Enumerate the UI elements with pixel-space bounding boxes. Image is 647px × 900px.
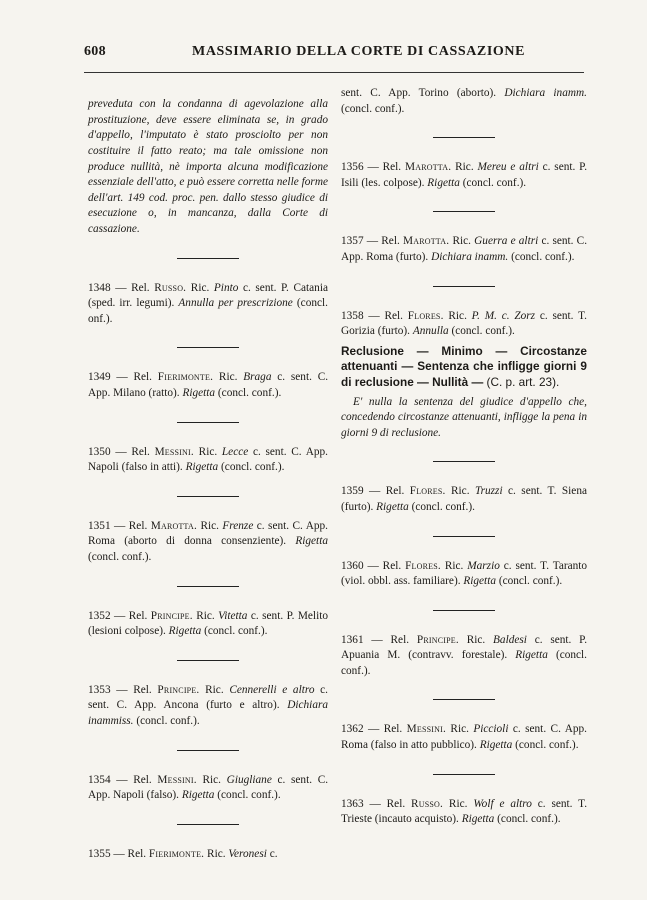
dash: —: [367, 161, 379, 174]
case-number: 1361: [341, 633, 364, 646]
continuation-text: preveduta con la condanna di agevolazione alla prostituzione, deve essere eliminata se, in grado d'appello, l'imputato è stato prosciolto per non costituire il fatto reato; ma tale omissione non produce nullità, nè importa alcuna modificazione essenziale dell'atto, e può essere corretta nelle forme dell'art. 149 cod. proc. pen. dallo stesso giudice di esecuzione o, in mancanza, dalla Corte di cassazione.: [88, 98, 328, 236]
conclusions: (concl. conf.).: [497, 813, 561, 826]
dash: —: [114, 519, 126, 532]
dash: —: [367, 559, 379, 572]
case-details: c. sent. C. App. Roma (falso in atto pubblico).: [341, 723, 587, 752]
case-entry: [88, 519, 328, 566]
ric-prefix: Ric.: [444, 559, 464, 572]
case-outcome: Rigetta: [295, 535, 328, 548]
rapporteur-name: Marotta.: [150, 519, 197, 532]
rel-prefix: Rel.: [390, 633, 410, 646]
case-outcome: Rigetta: [376, 500, 409, 513]
appellant-name: Guerra e altri: [474, 235, 539, 248]
page-number: 608: [84, 44, 106, 59]
rapporteur-name: Principe.: [157, 683, 200, 696]
case-number: 1356: [341, 161, 364, 174]
dash: —: [116, 371, 128, 384]
continuation-entry: [341, 86, 587, 117]
case-details: c. sent. P. Isili (les. colpose).: [341, 161, 588, 189]
conclusions: (concl. conf.).: [511, 250, 575, 263]
case-number: 1351: [88, 519, 111, 532]
case-outcome: Rigetta: [515, 649, 548, 662]
conclusions: (concl. onf.).: [88, 297, 328, 325]
dash: —: [115, 281, 127, 294]
dash: —: [113, 847, 125, 860]
case-entry: [341, 559, 587, 590]
separator-rule: [433, 699, 495, 700]
ric-prefix: Ric.: [455, 161, 474, 174]
separator-rule: [177, 422, 239, 423]
conclusions: (concl. conf.).: [515, 739, 579, 752]
right-column: [341, 86, 587, 828]
separator-rule: [433, 536, 495, 537]
case-outcome: Annulla per prescrizione: [178, 297, 293, 310]
rel-prefix: Rel.: [383, 723, 403, 736]
case-details: c. sent. C. App. Napoli (falso).: [88, 773, 329, 802]
case-entry: [88, 683, 328, 730]
case-entry: [88, 281, 328, 328]
dash: —: [369, 797, 381, 810]
case-outcome: Rigetta: [185, 461, 219, 474]
appellant-name: Marzio: [467, 559, 500, 572]
ric-prefix: Ric.: [200, 519, 219, 532]
rapporteur-name: Russo.: [411, 797, 444, 810]
case-outcome: Dichiara inamm.: [431, 250, 509, 263]
separator-rule: [433, 461, 495, 462]
right-entries-a: [341, 160, 587, 340]
separator-rule: [433, 211, 495, 212]
conclusions: (concl. conf.).: [462, 176, 527, 189]
dash: —: [371, 633, 383, 646]
rapporteur-name: Flores.: [409, 485, 446, 498]
rapporteur-name: Principe.: [416, 633, 459, 646]
case-entry: [341, 160, 587, 191]
rel-prefix: Rel.: [133, 773, 152, 786]
rel-prefix: Rel.: [385, 485, 405, 498]
conclusions: (concl. conf.).: [411, 500, 475, 513]
rapporteur-name: Flores.: [407, 309, 444, 322]
rel-prefix: Rel.: [131, 445, 150, 458]
separator-rule: [433, 286, 495, 287]
rapporteur-name: Marotta.: [402, 235, 450, 248]
case-outcome: Rigetta: [461, 813, 495, 826]
appellant-name: Braga: [243, 371, 272, 384]
case-outcome: Dichiara inammiss.: [88, 699, 329, 727]
conclusions: (concl. conf.).: [451, 325, 515, 338]
rel-prefix: Rel.: [382, 559, 402, 572]
case-details: c.: [269, 847, 278, 860]
appellant-name: Baldesi: [493, 633, 527, 646]
conclusions: (concl. conf.).: [204, 625, 268, 638]
case-entry: [88, 773, 328, 804]
dash: —: [116, 773, 128, 786]
case-number: 1349: [88, 371, 111, 384]
appellant-name: Giugliane: [226, 773, 272, 786]
ric-prefix: Ric.: [190, 281, 210, 294]
running-title: MASSIMARIO DELLA CORTE DI CASSAZIONE: [192, 44, 526, 59]
separator-rule: [177, 824, 239, 825]
case-number: 1359: [341, 485, 364, 498]
case-number: 1353: [88, 683, 111, 696]
rel-prefix: Rel.: [133, 683, 152, 696]
conclusions: (concl. conf.).: [341, 649, 587, 677]
case-number: 1358: [341, 309, 364, 322]
rapporteur-name: Principe.: [150, 609, 193, 622]
appellant-name: Frenze: [222, 519, 254, 532]
rapporteur-name: Fierimonte.: [157, 371, 214, 384]
case-number: 1357: [341, 235, 364, 248]
continuation-entry-tail: (concl. conf.).: [341, 102, 405, 115]
case-details: c. sent. P. Melito (lesioni colpose).: [88, 609, 328, 638]
rel-prefix: Rel.: [128, 519, 148, 532]
separator-rule: [177, 258, 239, 259]
rapporteur-name: Flores.: [405, 559, 441, 572]
appellant-name: Mereu e altri: [477, 161, 539, 174]
case-number: 1355: [88, 847, 111, 860]
case-details: c. sent. P. Catania (sped. irr. legumi).: [88, 281, 328, 310]
left-entries: [88, 281, 328, 863]
dash: —: [368, 723, 380, 736]
rel-prefix: Rel.: [131, 281, 150, 294]
separator-rule: [177, 660, 239, 661]
case-outcome: Rigetta: [168, 625, 202, 638]
case-number: 1354: [88, 773, 111, 786]
separator-rule: [177, 586, 239, 587]
maxim-title-text: Reclusione — Minimo — Circostanze attenuanti — Sentenza che infligge giorni 9 di reclusione — Nullità —: [341, 343, 587, 389]
separator-rule: [177, 750, 239, 751]
case-entry: [88, 609, 328, 640]
rel-prefix: Rel.: [133, 371, 152, 384]
appellant-name: Piccioli: [473, 723, 509, 736]
case-outcome: Rigetta: [479, 739, 513, 752]
dash: —: [366, 235, 379, 248]
ric-prefix: Ric.: [448, 309, 467, 322]
case-entry: [341, 309, 587, 340]
case-number: 1350: [88, 445, 111, 458]
rapporteur-name: Fierimonte.: [148, 847, 205, 860]
case-details: c. sent. T. Trieste (incauto acquisto).: [341, 797, 588, 826]
conclusions: (concl. conf.).: [136, 714, 200, 727]
appellant-name: Cennerelli e altro: [229, 683, 315, 696]
separator-rule: [433, 610, 495, 611]
case-number: 1348: [88, 281, 111, 294]
separator-rule: [177, 347, 239, 348]
case-details: c. sent. C. App. Napoli (falso in atti).: [88, 445, 328, 474]
ric-prefix: Ric.: [450, 723, 469, 736]
conclusions: (concl. conf.).: [221, 461, 285, 474]
page-header: [84, 44, 584, 66]
case-entry: [341, 484, 587, 515]
appellant-name: P. M. c. Zorz: [471, 309, 536, 322]
case-details: c. sent. C. App. Roma (furto).: [341, 235, 588, 263]
case-number: 1352: [88, 609, 111, 622]
header-rule: [84, 72, 584, 73]
case-entry: [88, 847, 328, 863]
case-outcome: Annulla: [412, 325, 449, 338]
continuation-entry-text: sent. C. App. Torino (aborto).: [341, 87, 497, 99]
rel-prefix: Rel.: [128, 609, 148, 622]
rapporteur-name: Marotta.: [404, 161, 452, 174]
ric-prefix: Ric.: [466, 633, 486, 646]
ric-prefix: Ric.: [196, 609, 215, 622]
dash: —: [116, 683, 128, 696]
case-entry: [341, 633, 587, 680]
ric-prefix: Ric.: [448, 797, 468, 810]
maxim-reference: (C. p. art. 23).: [486, 374, 560, 389]
rel-prefix: Rel.: [127, 847, 147, 860]
continuation-entry-outcome: Dichiara inamm.: [504, 87, 587, 99]
rel-prefix: Rel.: [386, 797, 406, 810]
appellant-name: Wolf e altro: [473, 797, 532, 810]
ric-prefix: Ric.: [218, 371, 238, 384]
rapporteur-name: Russo.: [154, 281, 187, 294]
conclusions: (concl. conf.).: [498, 575, 563, 588]
dash: —: [369, 485, 381, 498]
case-outcome: Rigetta: [463, 575, 496, 588]
case-details: c. sent. T. Taranto (viol. obbl. ass. familiare).: [341, 559, 588, 588]
ric-prefix: Ric.: [202, 773, 221, 786]
dash: —: [115, 445, 127, 458]
separator-rule: [177, 496, 239, 497]
maxim-body: E' nulla la sentenza del giudice d'appello che, concedendo circostanze attenuanti, infligge la pena in giorni 9 di reclusione.: [341, 395, 587, 439]
case-entry: [341, 234, 587, 265]
rel-prefix: Rel.: [384, 309, 403, 322]
case-entry: [341, 722, 587, 753]
case-outcome: Rigetta: [182, 387, 216, 400]
appellant-name: Vitetta: [218, 609, 248, 622]
case-entry: [88, 445, 328, 476]
case-number: 1360: [341, 559, 364, 572]
case-details: c. sent. C. App. Roma (aborto di donna consenziente).: [88, 519, 328, 548]
conclusions: (concl. conf.).: [217, 387, 282, 400]
case-details: c. sent. C. App. Ancona (furto e altro).: [88, 683, 328, 712]
rapporteur-name: Messini.: [157, 773, 197, 786]
case-details: c. sent. P. Apuania M. (contravv. forestale).: [341, 633, 588, 662]
case-outcome: Rigetta: [181, 789, 215, 802]
appellant-name: Pinto: [213, 281, 239, 294]
case-details: c. sent. T. Siena (furto).: [341, 485, 587, 513]
dash: —: [368, 309, 380, 322]
case-details: c. sent. C. App. Milano (ratto).: [88, 371, 329, 400]
ric-prefix: Ric.: [198, 445, 218, 458]
ric-prefix: Ric.: [452, 235, 471, 248]
ric-prefix: Ric.: [451, 485, 470, 498]
ric-prefix: Ric.: [205, 683, 224, 696]
case-entry: [88, 370, 328, 401]
rapporteur-name: Messini.: [154, 445, 194, 458]
conclusions: (concl. conf.).: [217, 789, 281, 802]
case-number: 1363: [341, 797, 364, 810]
case-number: 1362: [341, 723, 364, 736]
conclusions: (concl. conf.).: [88, 550, 152, 563]
separator-rule: [433, 774, 495, 775]
separator-rule: [433, 137, 495, 138]
appellant-name: Truzzi: [474, 485, 503, 498]
case-details: c. sent. T. Gorizia (furto).: [341, 309, 587, 338]
case-outcome: Rigetta: [427, 176, 460, 189]
rel-prefix: Rel.: [381, 235, 400, 248]
maxim-title: [341, 344, 587, 391]
ric-prefix: Ric.: [207, 847, 226, 860]
dash: —: [114, 609, 126, 622]
case-entry: [341, 797, 587, 828]
rel-prefix: Rel.: [382, 161, 402, 174]
rapporteur-name: Messini.: [406, 723, 446, 736]
appellant-name: Lecce: [221, 445, 249, 458]
left-column: [88, 86, 328, 862]
appellant-name: Veronesi: [228, 847, 267, 860]
right-entries-b: [341, 484, 587, 828]
